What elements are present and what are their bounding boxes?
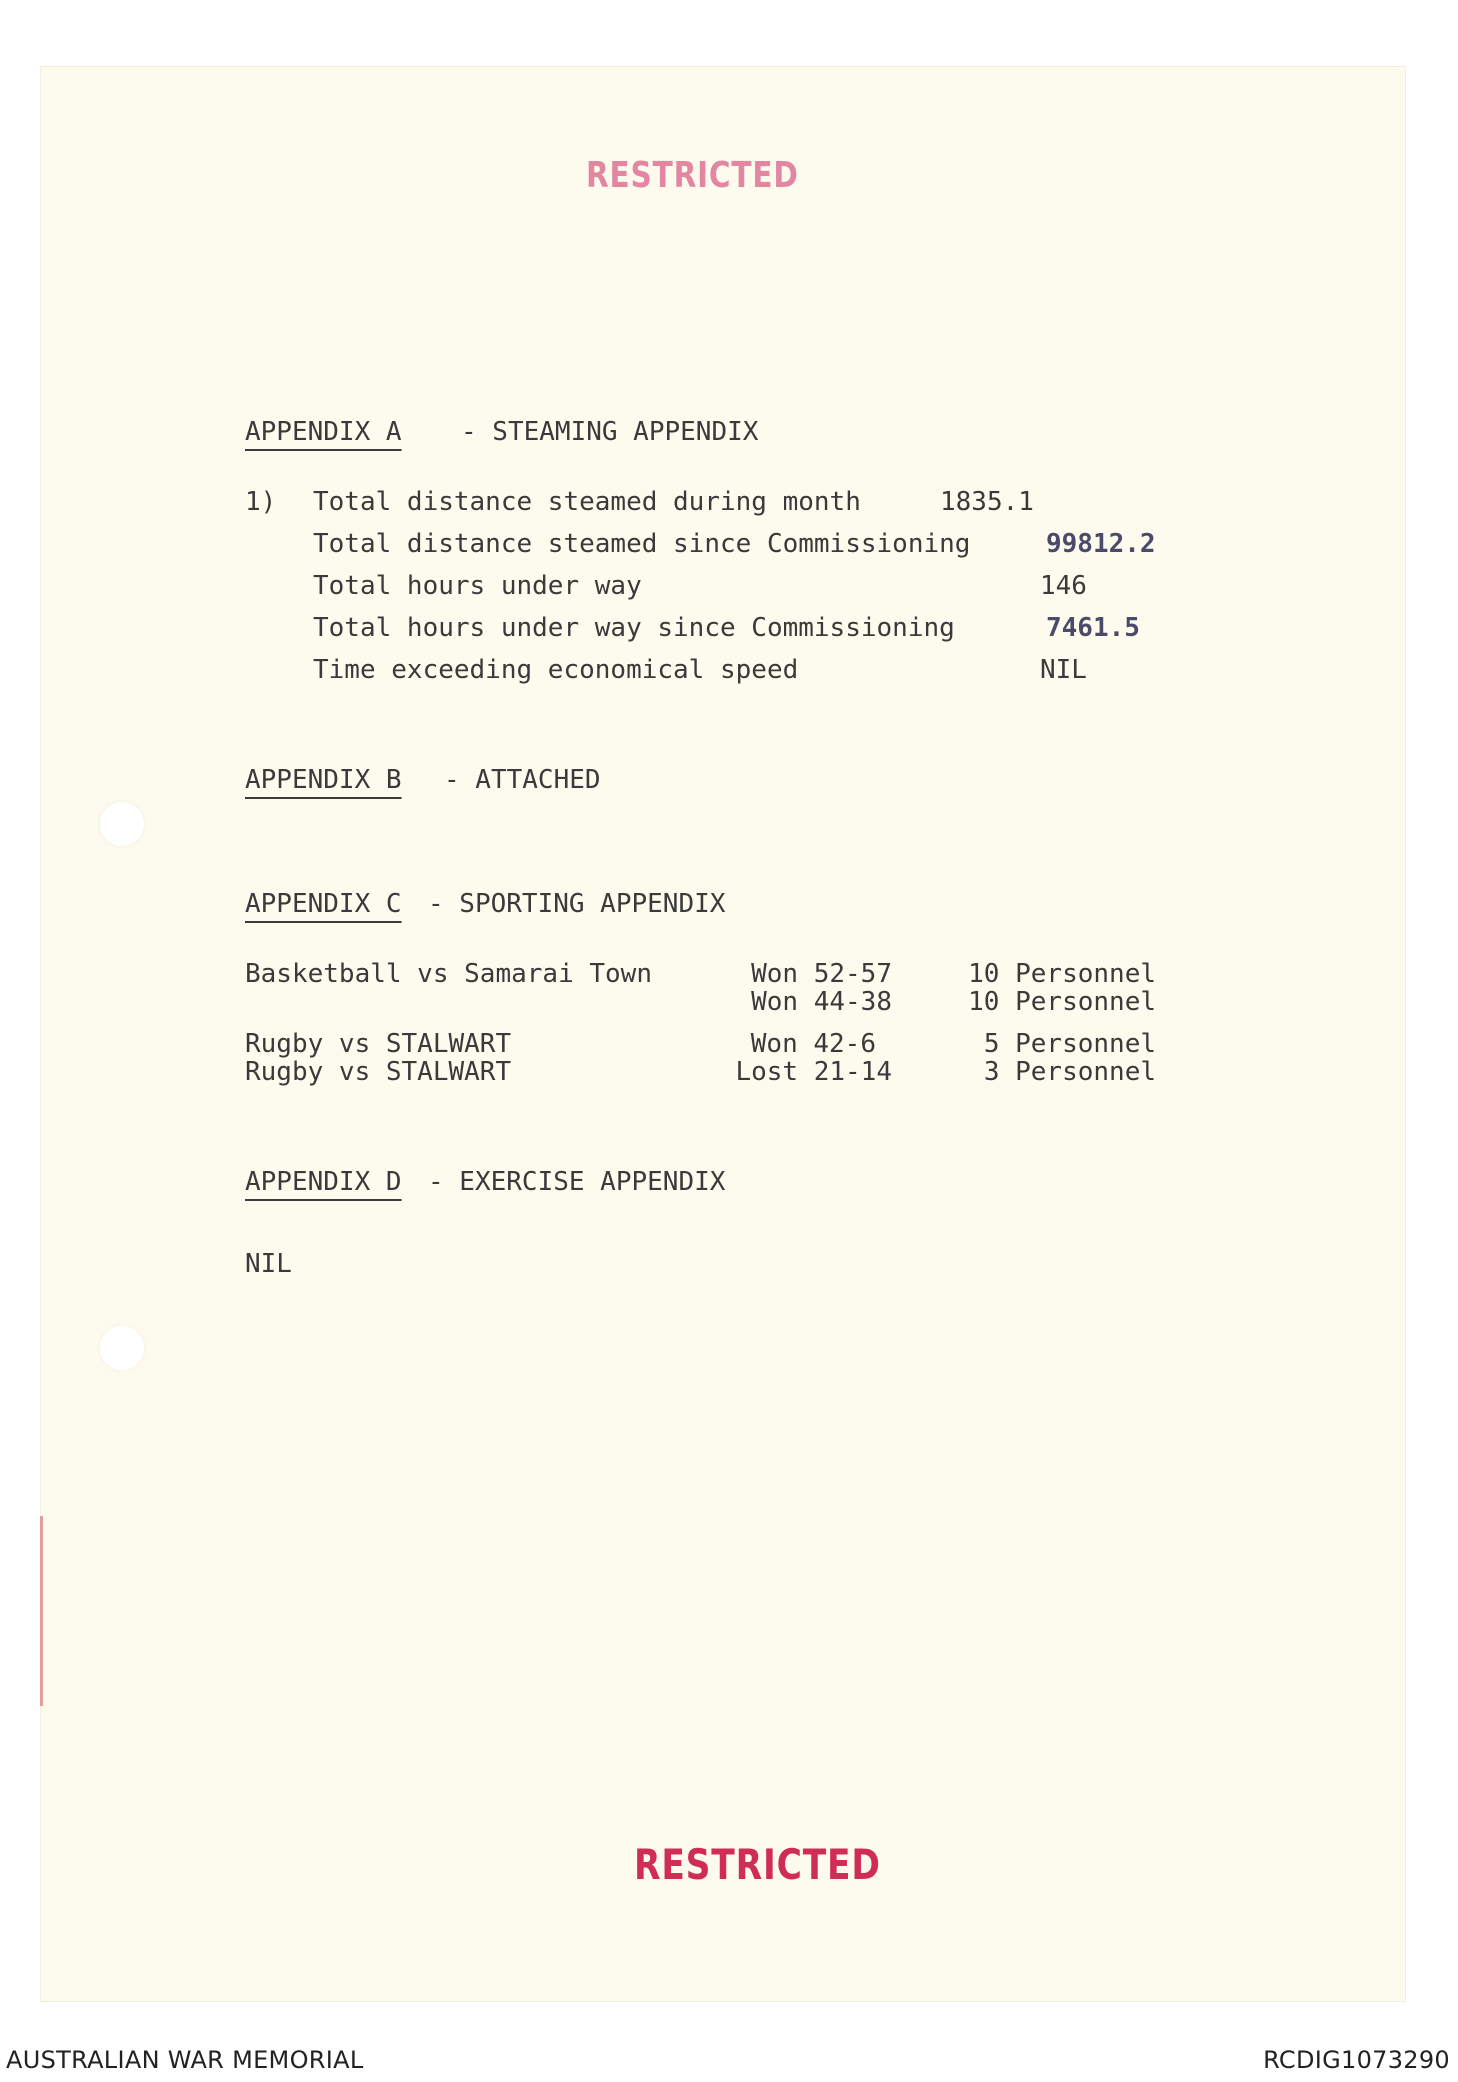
sport-event: Rugby vs STALWART — [245, 1057, 512, 1087]
appendix-d-label: APPENDIX D — [245, 1167, 402, 1197]
steaming-row-value: 7461.5 — [1046, 613, 1140, 643]
steaming-row-label: Time exceeding economical speed — [313, 655, 799, 685]
sport-personnel: 3 Personnel — [983, 1057, 1156, 1087]
sport-personnel: 10 Personnel — [968, 987, 1156, 1017]
appendix-c-label: APPENDIX C — [245, 889, 402, 919]
steaming-row-value: 146 — [1040, 571, 1087, 601]
appendix-b-heading — [245, 766, 402, 794]
sport-personnel: 5 Personnel — [983, 1029, 1156, 1059]
restricted-stamp-top: RESTRICTED — [586, 155, 799, 196]
steaming-row-label: Total distance steamed during month — [313, 487, 861, 517]
steaming-row-label: Total hours under way — [313, 571, 642, 601]
appendix-a-item-number: 1) — [245, 487, 277, 517]
appendix-d-body: NIL — [245, 1249, 292, 1279]
appendix-b-title: - ATTACHED — [444, 765, 601, 795]
sport-event: Rugby vs STALWART — [245, 1029, 512, 1059]
appendix-a-label: APPENDIX A — [245, 417, 402, 447]
sport-personnel: 10 Personnel — [968, 959, 1156, 989]
punch-hole — [100, 1326, 144, 1370]
sport-result: Lost 21-14 — [735, 1057, 892, 1087]
appendix-c-title: - SPORTING APPENDIX — [428, 889, 726, 919]
steaming-row-value: 99812.2 — [1046, 529, 1156, 559]
sport-result: Won 42-6 — [750, 1029, 876, 1059]
steaming-row-label: Total distance steamed since Commissioning — [313, 529, 971, 559]
appendix-b-label: APPENDIX B — [245, 765, 402, 795]
restricted-stamp-bottom: RESTRICTED — [634, 1840, 881, 1889]
steaming-row-label: Total hours under way since Commissioning — [313, 613, 955, 643]
footer-archive-name: AUSTRALIAN WAR MEMORIAL — [6, 2046, 364, 2074]
steaming-row-value: 1835.1 — [940, 487, 1034, 517]
appendix-d-heading — [245, 1168, 402, 1196]
appendix-c-heading — [245, 890, 402, 918]
sport-result: Won 44-38 — [751, 987, 892, 1017]
sport-event: Basketball vs Samarai Town — [245, 959, 652, 989]
appendix-d-title: - EXERCISE APPENDIX — [428, 1167, 726, 1197]
appendix-a-heading — [245, 418, 402, 446]
appendix-a-title: - STEAMING APPENDIX — [461, 417, 759, 447]
steaming-row-value: NIL — [1040, 655, 1087, 685]
footer-document-id: RCDIG1073290 — [1263, 2046, 1450, 2074]
margin-mark — [40, 1516, 43, 1706]
punch-hole — [100, 802, 144, 846]
sport-result: Won 52-57 — [751, 959, 892, 989]
